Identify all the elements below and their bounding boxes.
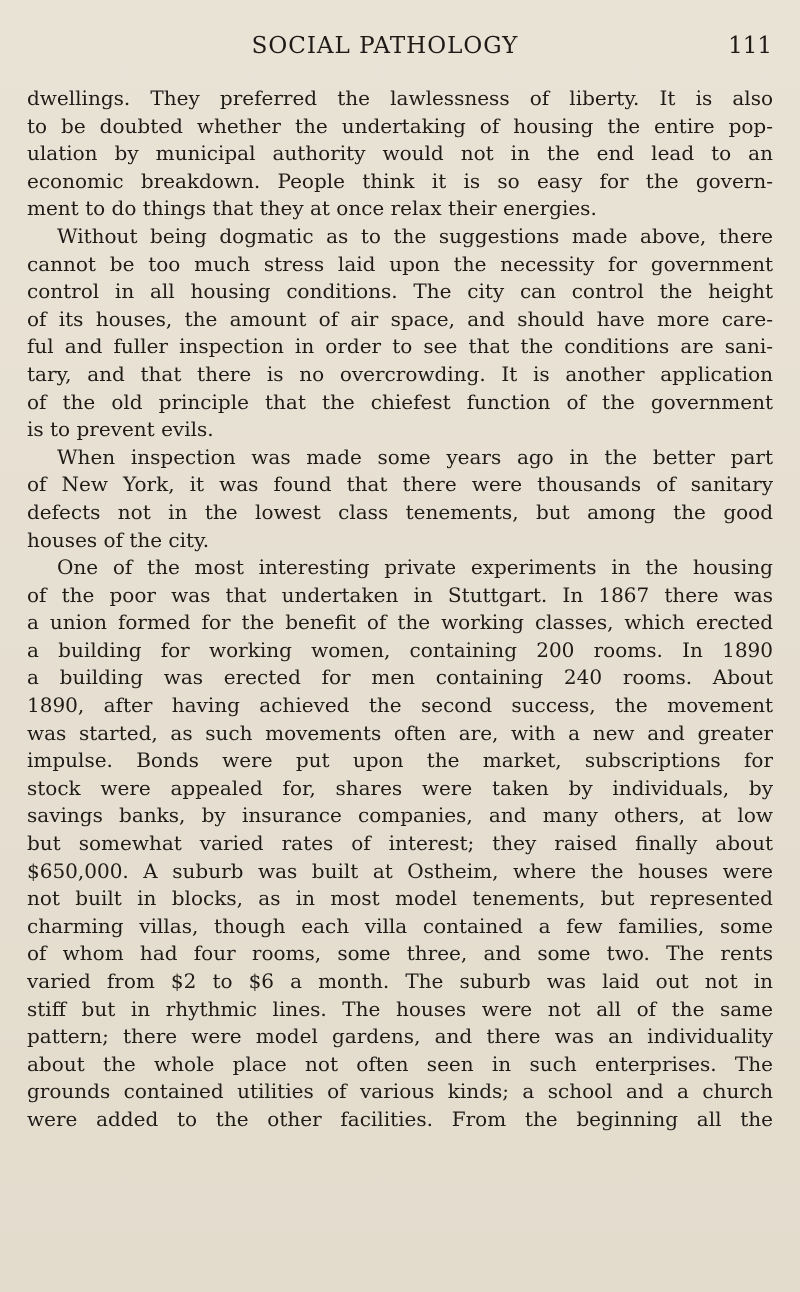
text-line: ful and fuller inspection in order to see that the conditions are sani- (27, 334, 773, 359)
text-line: of the old principle that the chiefest function of the government (27, 389, 773, 414)
text-line: impulse. Bonds were put upon the market, subscriptions for (27, 748, 773, 773)
text-line: grounds contained utilities of various kinds; a school and a church (27, 1079, 773, 1104)
text-line: not built in blocks, as in most model tenements, but represented (27, 886, 773, 911)
text-line: dwellings. They preferred the lawlessness of liberty. It is also (27, 86, 773, 110)
text-line: stiff but in rhythmic lines. The houses were not all of the same (27, 996, 773, 1021)
text-line: ment to do things that they at once relax their energies. (27, 196, 597, 221)
body-text (27, 85, 773, 1134)
text-line: about the whole place not often seen in such enterprises. The (27, 1051, 773, 1076)
text-line: control in all housing conditions. The city can control the height (27, 279, 773, 304)
text-line: defects not in the lowest class tenements, but among the good (27, 499, 773, 524)
text-line: Without being dogmatic as to the suggestions made above, there (57, 223, 773, 248)
text-line: ulation by municipal authority would not in the end lead to an (27, 141, 773, 166)
text-line: savings banks, by insurance companies, and many others, at low (27, 803, 773, 828)
text-line: of the poor was that undertaken in Stuttgart. In 1867 there was (27, 582, 773, 607)
text-line: a union formed for the benefit of the working classes, which erected (27, 610, 773, 635)
text-line: of its houses, the amount of air space, and should have more care- (27, 306, 773, 331)
text-line: a building for working women, containing 200 rooms. In 1890 (27, 637, 773, 662)
text-line: to be doubted whether the undertaking of housing the entire pop- (27, 113, 773, 138)
text-line: of New York, it was found that there were thousands of sanitary (27, 472, 773, 497)
text-line: When inspection was made some years ago in the better part (57, 444, 773, 469)
text-line: stock were appealed for, shares were taken by individuals, by (27, 775, 773, 800)
text-line: 1890, after having achieved the second success, the movement (27, 693, 773, 718)
page-header (0, 33, 800, 63)
text-line: but somewhat varied rates of interest; they raised finally about (27, 831, 773, 856)
text-line: were added to the other facilities. From the beginning all the (27, 1106, 773, 1131)
text-line: charming villas, though each villa contained a few families, some (27, 913, 773, 938)
text-line: cannot be too much stress laid upon the necessity for government (27, 251, 773, 276)
text-line: houses of the city. (27, 527, 210, 552)
text-line: is to prevent evils. (27, 417, 214, 442)
text-line: tary, and that there is no overcrowding. It is another application (27, 361, 773, 386)
text-line: of whom had four rooms, some three, and some two. The rents (27, 941, 773, 966)
text-line: was started, as such movements often are, with a new and greater (27, 720, 773, 745)
text-line: varied from $2 to $6 a month. The suburb was laid out not in (27, 969, 773, 993)
text-line: $650,000. A suburb was built at Ostheim, where the houses were (27, 858, 773, 883)
page-number: 111 (728, 33, 772, 59)
running-head: SOCIAL PATHOLOGY (251, 33, 519, 59)
text-line: One of the most interesting private experiments in the housing (57, 555, 773, 580)
text-line: a building was erected for men containing 240 rooms. About (27, 665, 773, 690)
text-line: economic breakdown. People think it is so easy for the govern- (27, 168, 773, 193)
text-line: pattern; there were model gardens, and there was an individuality (27, 1024, 773, 1049)
